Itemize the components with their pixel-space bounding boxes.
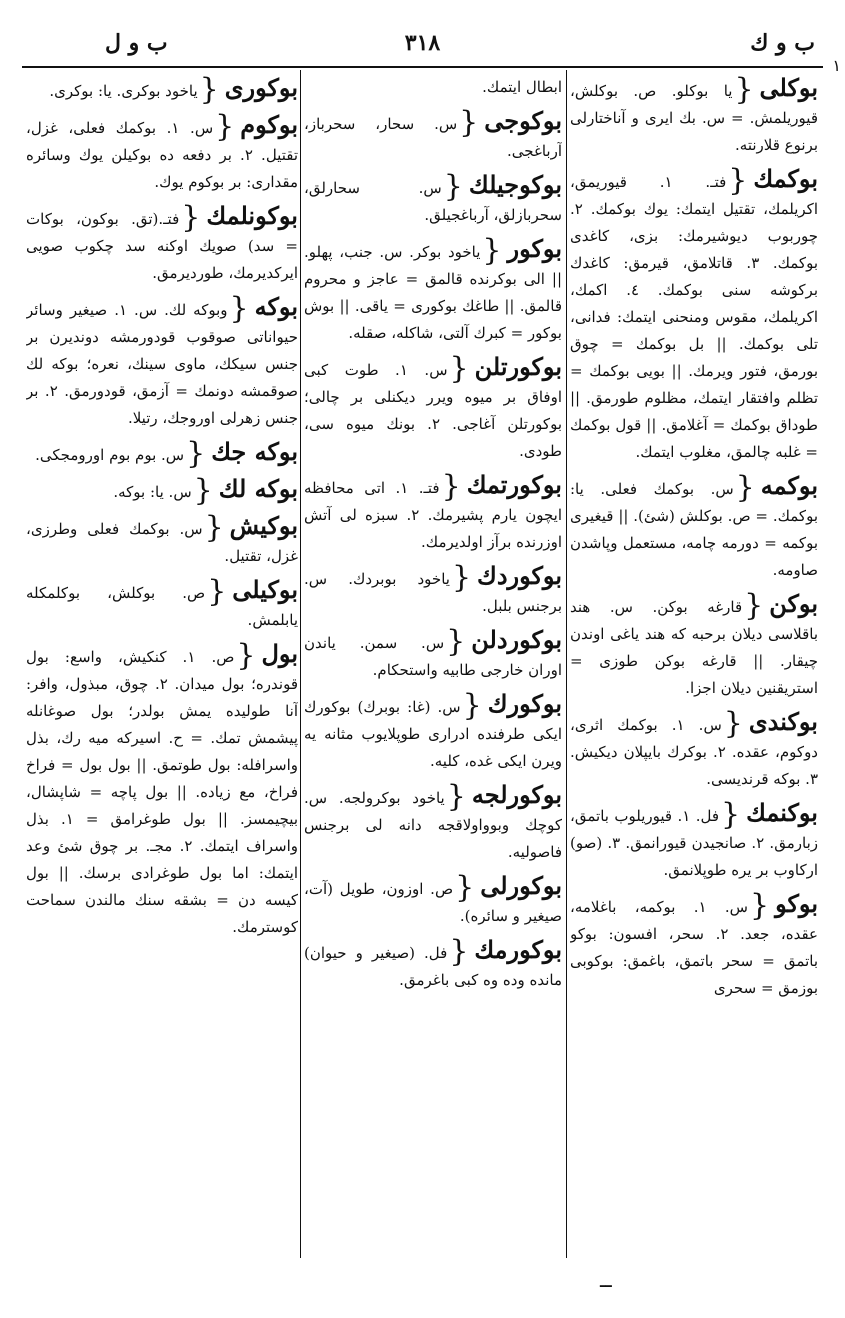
- brace-mark: {: [734, 74, 754, 107]
- footer-mark: ــ: [600, 1268, 612, 1292]
- entry-definition: س. ١. طوت كبى اوفاق بر ميوه ويرر ديكنلى بر چالى؛ بوكورتلن آغاجى. ٢. بونك ميوه سى، طودى.: [304, 361, 562, 460]
- dictionary-entry: [570, 165, 818, 466]
- entry-headword: بوكيش: [229, 511, 298, 540]
- entry-definition: س. يا: بوكه.: [113, 483, 192, 501]
- entry-definition: فتـ. ١. قيوريمق، اكريلمك، تقتيل ايتمك: يوك بوكمك. ٢. چوربوب ديوشيرمك: بزى، كاغدى بوكمك. ٣. قاتلامق، قيرمق: كاغدك بركوشه سنى بوكمك. ٤. اكمك، اكريلمك، مقوس ومنحنى ايتمك: فدانى، تلى بوكمك. || بل بوكمك = چوق بورمق، فتور ويرمك. || بويى بوكمك = تظلم وافتقار ايتمك، مظلوم طورمق. || طوداق بوكمك = آغلامق. || قول بوكمك = غلبه چالمق، مغلوب ايتمك.: [570, 173, 818, 461]
- header-right-guideword: ب و ك: [750, 30, 815, 56]
- entry-headword: بوكورك: [487, 689, 562, 718]
- entry-definition: س. بوم بوم اورومجكى.: [35, 446, 185, 464]
- entry-headword: بوكندى: [748, 707, 818, 736]
- entry-headword: بوكوجى: [484, 106, 562, 135]
- page-number: ٣١٨: [404, 30, 441, 56]
- brace-mark: {: [462, 688, 482, 723]
- entry-headword: بوكمه: [760, 471, 818, 500]
- brace-mark: {: [459, 105, 479, 140]
- entry-headword: بوكورلى: [480, 871, 562, 900]
- dictionary-entry: [26, 202, 298, 287]
- entry-headword: بوكه: [254, 292, 298, 321]
- brace-mark: {: [186, 436, 206, 471]
- entry-definition: ياخود بوكرولجه. س. كوچك وبوواولاقجه دانه لى برجنس فاصوليه.: [304, 789, 562, 861]
- brace-mark: {: [721, 797, 741, 832]
- dictionary-entry: [26, 475, 298, 506]
- brace-mark: {: [441, 469, 461, 504]
- entry-headword: بول: [261, 639, 298, 668]
- entry-definition: س. بوكمك فعلى. يا: بوكمك. = ص. بوكلش (شئ). || قيغيرى بوكمه = دورمه چامه، مستعمل وپاشدن صاومه.: [570, 480, 818, 579]
- entry-definition: ابطال ايتمك.: [482, 78, 562, 96]
- entry-headword: بوكوم: [240, 110, 298, 139]
- entry-headword: بوكه جك: [211, 437, 298, 466]
- brace-mark: {: [482, 233, 502, 268]
- entry-definition: قارغه بوكن. س. هند باقلاسى ديلان برحبه كه هند ياغى اوندن چيقار. || قارغه بوكن طوزى = استريقنين ديلان اجزا.: [570, 598, 818, 697]
- dictionary-entry: [26, 576, 298, 634]
- entry-headword: بوكورى: [224, 74, 298, 102]
- dictionary-entry: [304, 235, 562, 347]
- dictionary-entry: [570, 74, 818, 159]
- entry-definition: فتـ.(تق. بوكون، بوكات = سد) صويك اوكنه سد چكوب صويى ايركديرمك، طورديرمق.: [26, 210, 298, 282]
- entry-headword: بوكلى: [759, 74, 818, 102]
- brace-mark: {: [449, 351, 469, 386]
- dictionary-entry: [26, 438, 298, 469]
- brace-mark: {: [207, 574, 227, 609]
- dictionary-entry: [304, 936, 562, 994]
- dictionary-entry: [304, 107, 562, 165]
- entry-headword: بوكو: [775, 889, 818, 918]
- entry-headword: بوكوردك: [477, 561, 562, 590]
- brace-mark: {: [181, 200, 201, 235]
- entry-definition: س. ١. بوكمك فعلى، غزل، تقتيل. ٢. بر دفعه ده بوكيلن يوك وسائره مقدارى: بر بوكوم يوك.: [26, 119, 298, 191]
- entry-headword: بوكوجيلك: [468, 170, 562, 199]
- entry-definition: س. سمن. ياندن اوران خارجى طابيه واستحكام.: [304, 634, 562, 679]
- brace-mark: {: [193, 473, 213, 508]
- brace-mark: {: [236, 638, 256, 673]
- entry-headword: بوكونلمك: [206, 201, 298, 230]
- column-divider-right: [566, 70, 567, 1258]
- entry-definition: فل. (صيغير و حيوان) مانده وده وه كبى باغرمق.: [304, 944, 562, 989]
- brace-mark: {: [446, 624, 466, 659]
- dictionary-entry: [26, 293, 298, 432]
- dictionary-entry: [304, 74, 562, 101]
- brace-mark: {: [455, 870, 475, 905]
- dictionary-entry: [26, 111, 298, 196]
- entry-headword: بوكنمك: [746, 798, 818, 827]
- corner-mark: ١: [832, 56, 841, 75]
- entry-definition: ص. بوكلش، بوكلمكله يابلمش.: [26, 584, 298, 629]
- header-rule: [22, 66, 823, 68]
- entry-definition: ياخود بوكرى. يا: بوكرى.: [49, 82, 198, 100]
- dictionary-entry: [304, 781, 562, 866]
- entry-definition: ياخود بوكر. س. جنب، پهلو. || الى بوكرنده قالمق = عاجز و محروم قالمق. || طاغك بوكورى = ياقى. || بوش بوكور = كبرك آلتى، شاكله، صقله.: [304, 243, 562, 342]
- brace-mark: {: [443, 169, 463, 204]
- entry-definition: س. ١. بوكمه، باغلامه، عقده، جعد. ٢. سحر، افسون: بوكو باتمق = سحر باتمق، باغمق: بوكوبى بوزمق = سحرى: [570, 898, 818, 997]
- brace-mark: {: [229, 291, 249, 326]
- entry-definition: س. (غا: بوبرك) بوكورك ايكى طرفنده ادرارى طوپلايوب مثانه يه ويرن ايكى غده، كليه.: [304, 698, 562, 770]
- dictionary-entry: [304, 626, 562, 684]
- brace-mark: {: [199, 74, 219, 107]
- entry-headword: بوكورلجه: [471, 780, 562, 809]
- dictionary-entry: [570, 799, 818, 884]
- dictionary-entry: [570, 590, 818, 702]
- entry-definition: ص. اوزون، طويل (آت، صيغير و سائره).: [304, 880, 562, 925]
- dictionary-entry: [304, 353, 562, 465]
- brace-mark: {: [451, 560, 472, 595]
- dictionary-entry: [304, 471, 562, 556]
- dictionary-entry: [304, 562, 562, 620]
- entry-definition: س. بوكمك فعلى وطرزى، غزل، تقتيل.: [26, 520, 298, 565]
- entry-headword: بوكيلى: [232, 575, 298, 604]
- brace-mark: {: [723, 706, 743, 741]
- dictionary-entry: [26, 512, 298, 570]
- entry-headword: بوكورتمك: [466, 470, 562, 499]
- entry-definition: ياخود بوبردك. س. برجنس بلبل.: [304, 570, 562, 615]
- entry-headword: بوكه لك: [218, 474, 298, 503]
- brace-mark: {: [449, 934, 469, 969]
- entry-headword: بوكورمك: [474, 935, 562, 964]
- entry-headword: بوكمك: [753, 164, 818, 193]
- entry-headword: بوكورتلن: [474, 352, 562, 381]
- header-left-guideword: ب و ل: [105, 30, 168, 56]
- brace-mark: {: [744, 588, 764, 623]
- entry-headword: بوكن: [769, 589, 818, 618]
- entry-definition: س. سحارلق، سحربازلق، آرباغجيلق.: [304, 179, 562, 224]
- entry-definition: فل. ١. قيوريلوب باتمق، زبارمق. ٢. صانجيدن قيورانمق. ٣. (صو) اركاوب بر يره طوپلانمق.: [570, 807, 818, 879]
- entry-definition: ص. ١. كنكيش، واسع: بول قوندره؛ بول ميدان. ٢. چوق، مبذول، وافر: آنا طوليده يمش بولدر؛ بول صوغانله پيشمش تمك. = ح. اسيركه ميه رك، بذل واسرافله: بول طوتمق. || بول بول = فراخ فراخ، مع زياده. || بول پاچه = شاپشال، بيچيمسز. || بول طوغرامق = ١. بذل واسراف ايتمك. ٢. مجـ. بر چوق شئ وعد ايتمك: اما بول طوغرادى برسك. || بول كيسه دن = بشقه سنك مالندن سماحت كوسترمك.: [26, 648, 298, 936]
- dictionary-entry: [26, 74, 298, 105]
- column-middle: [304, 74, 562, 1264]
- entry-definition: يا بوكلو. ص. بوكلش، قيوريلمش. = س. بك ايرى و آناختارلى برنوع قلارنته.: [570, 82, 818, 154]
- dictionary-entry: [304, 690, 562, 775]
- entry-definition: س. ١. بوكمك اثرى، دوكوم، عقده. ٢. بوكرك بايپلان ديكيش. ٣. بوكه قرنديسى.: [570, 716, 818, 788]
- dictionary-entry: [304, 872, 562, 930]
- brace-mark: {: [728, 163, 748, 198]
- brace-mark: {: [750, 888, 770, 923]
- entry-definition: فتـ. ١. اتى محافظه ايچون يارم پشيرمك. ٢. سبزه لى آتش اوزرنده برآز اولديرمك.: [304, 479, 562, 551]
- column-left: [26, 74, 298, 1264]
- brace-mark: {: [735, 470, 755, 505]
- entry-definition: وبوكه لك. س. ١. صيغير وسائر حيواناتى صوقوب قودورمشه دونديرن بر جنس سيكك، ماوى سينك، نعره؛ بوكه لك صوقمشه دونمك = آزمق، قودورمق. ٢. بر جنس زهرلى اوروجك، رتيلا.: [26, 301, 298, 427]
- entry-headword: بوكور: [507, 234, 562, 263]
- column-divider-left: [300, 70, 301, 1258]
- dictionary-entry: [570, 472, 818, 584]
- dictionary-entry: [570, 890, 818, 1002]
- entry-definition: س. سحار، سحرباز، آرباغجى.: [304, 115, 562, 160]
- column-right: [570, 74, 818, 1264]
- brace-mark: {: [204, 510, 224, 545]
- dictionary-entry: [26, 640, 298, 941]
- dictionary-entry: [304, 171, 562, 229]
- brace-mark: {: [446, 779, 466, 814]
- entry-headword: بوكوردلن: [471, 625, 562, 654]
- brace-mark: {: [215, 109, 235, 144]
- dictionary-entry: [570, 708, 818, 793]
